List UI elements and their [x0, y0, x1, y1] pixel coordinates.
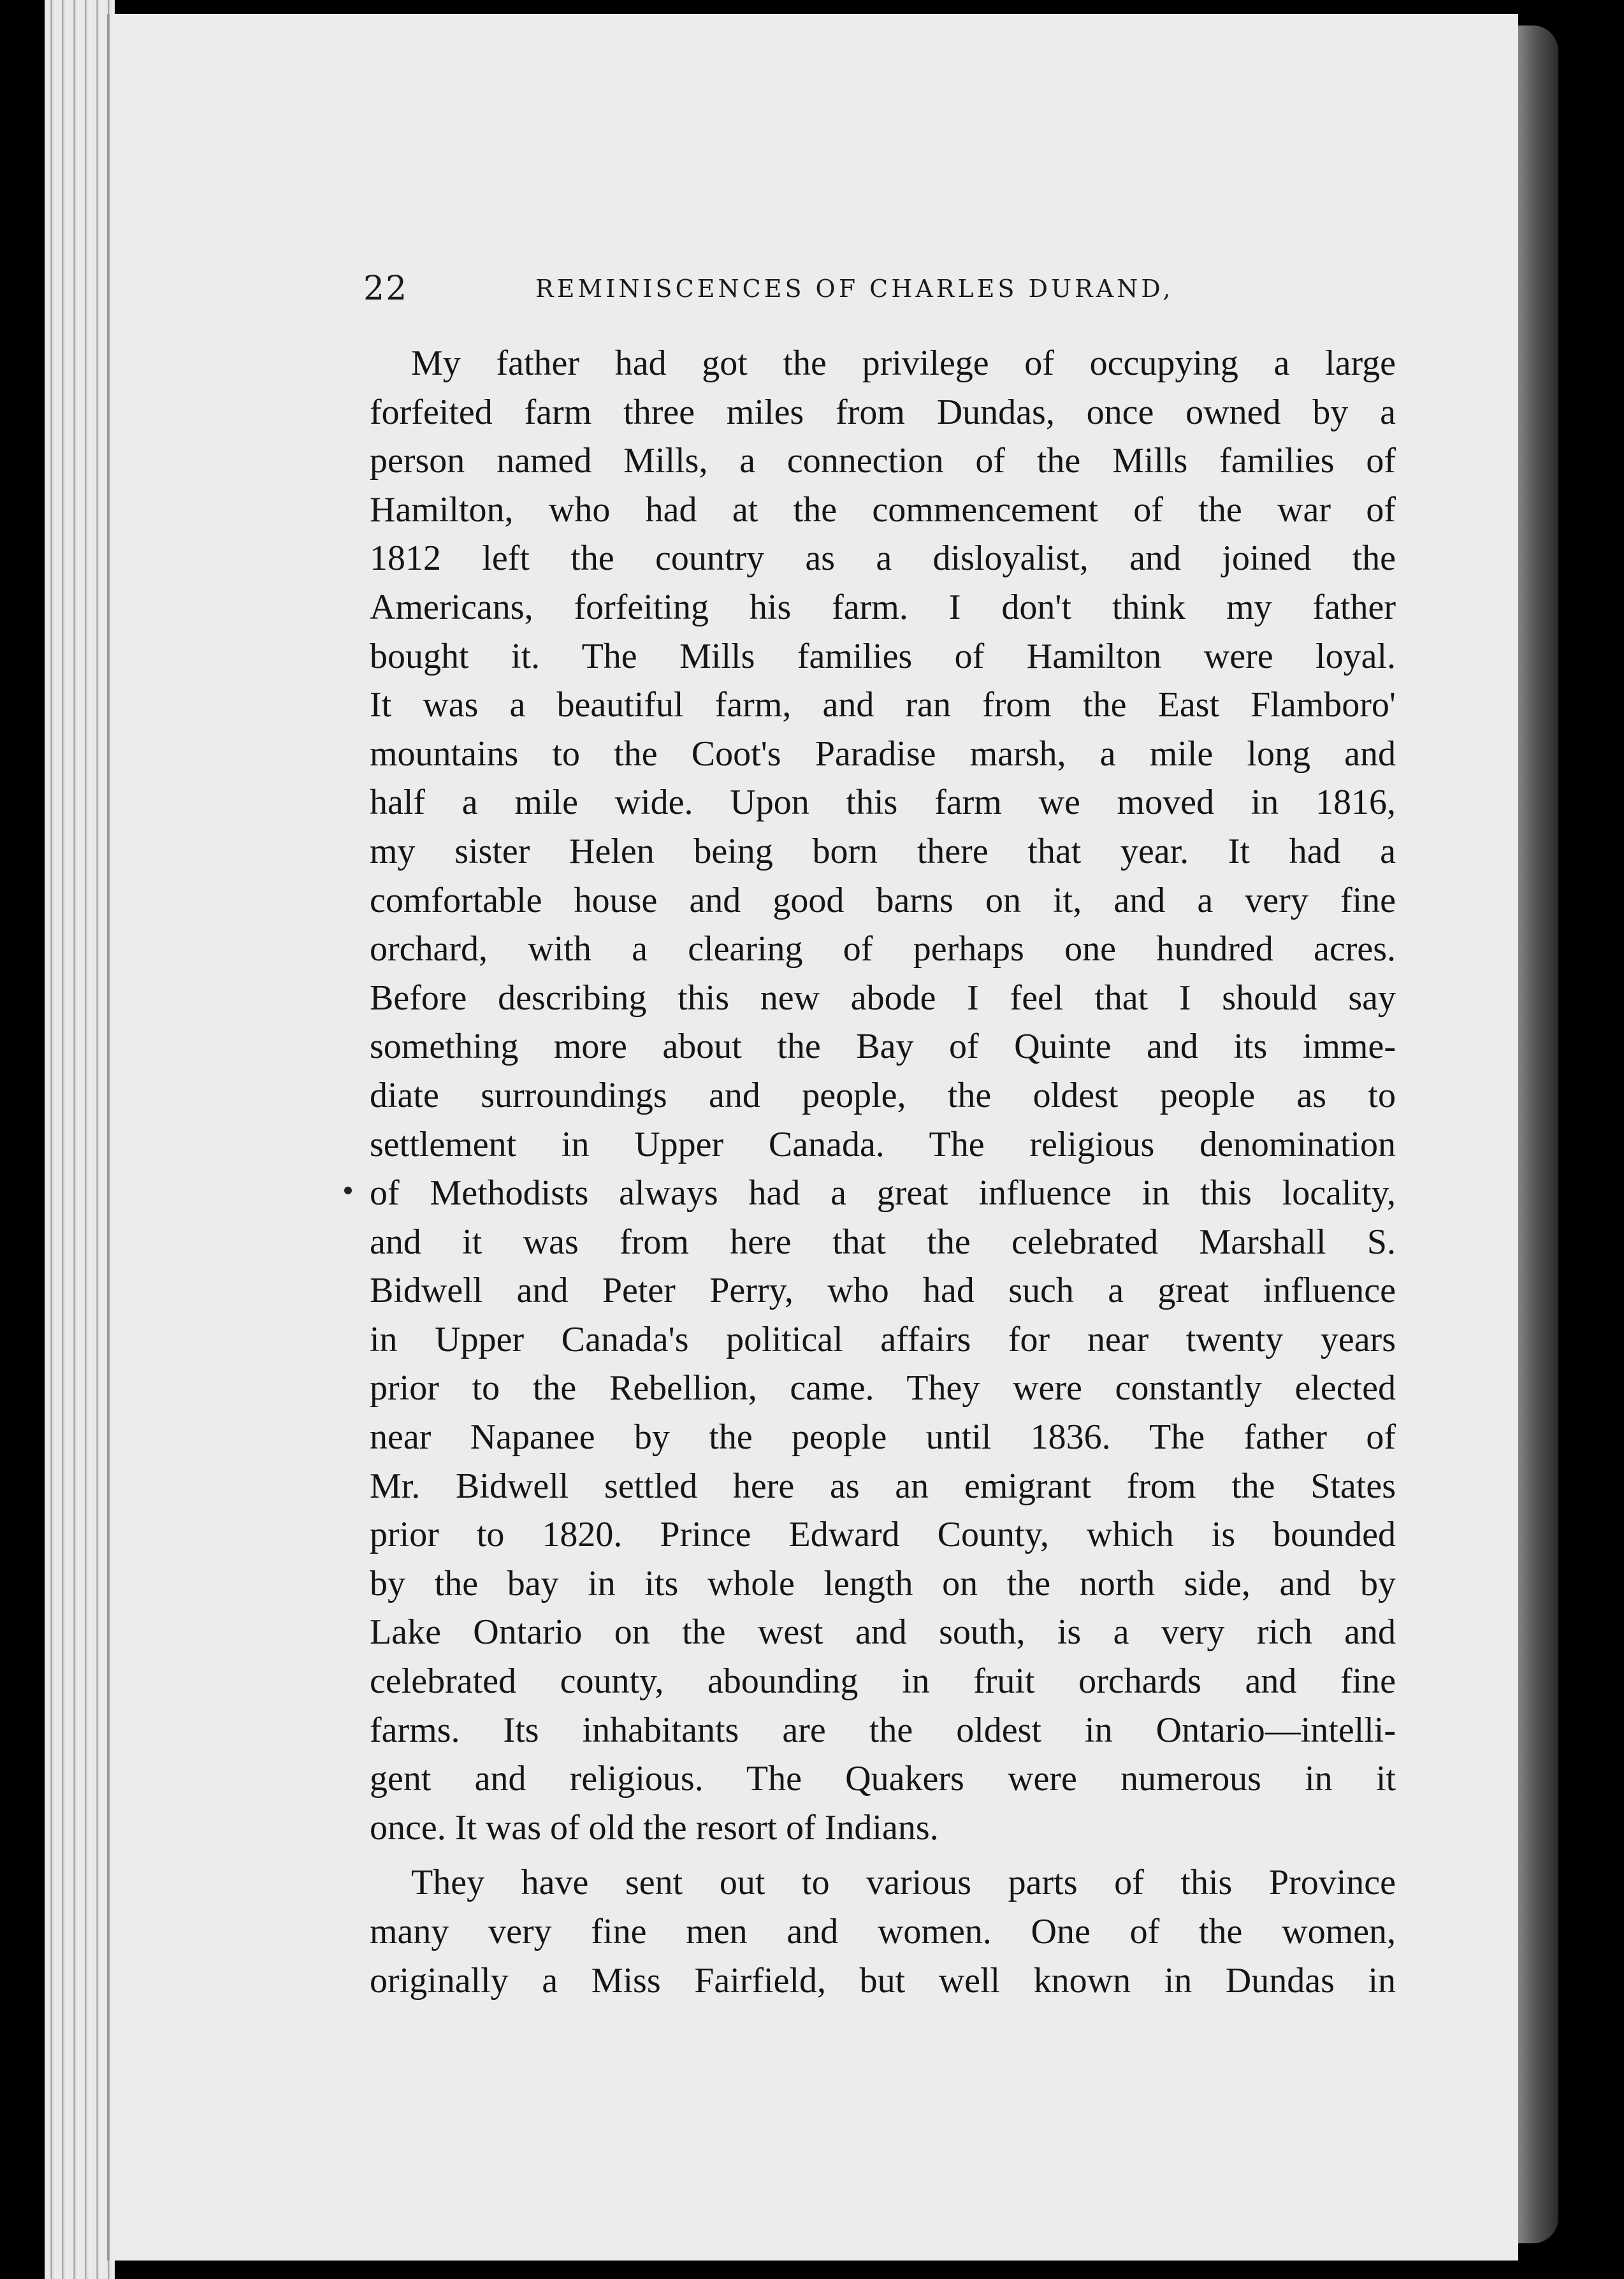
text-line: celebrated county, abounding in fruit orchards and fine [370, 1661, 1396, 1702]
text-line: It was a beautiful farm, and ran from the East Flamboro' [370, 685, 1396, 725]
text-line: mountains to the Coot's Paradise marsh, a mile long and [370, 734, 1396, 774]
text-line: Hamilton, who had at the commencement of the war of [370, 489, 1396, 530]
text-line: prior to 1820. Prince Edward County, which is bounded [370, 1515, 1396, 1555]
text-line: near Napanee by the people until 1836. The father of [370, 1417, 1396, 1458]
paragraph [370, 339, 1396, 1852]
text-line: of Methodists always had a great influence in this locality, [370, 1173, 1396, 1213]
text-line: orchard, with a clearing of perhaps one hundred acres. [370, 929, 1396, 969]
text-line: settlement in Upper Canada. The religious denomination [370, 1124, 1396, 1164]
text-line: forfeited farm three miles from Dundas, once owned by a [370, 392, 1396, 432]
text-line: My father had got the privilege of occupying a large [411, 344, 1396, 383]
body-text [370, 339, 1396, 2005]
text-line: gent and religious. The Quakers were numerous in it [370, 1759, 1396, 1799]
text-line: comfortable house and good barns on it, and a very fine [370, 880, 1396, 920]
page-edges [45, 0, 115, 2279]
text-line: Lake Ontario on the west and south, is a very rich and [370, 1612, 1396, 1653]
text-line: something more about the Bay of Quinte and its imme- [370, 1027, 1396, 1067]
paragraph-gap [370, 1852, 1396, 1858]
margin-mark [344, 1187, 352, 1194]
text-line: my sister Helen being born there that year. It had a [370, 831, 1396, 871]
text-line: once. It was of old the resort of Indians. [370, 1807, 939, 1848]
text-line: farms. Its inhabitants are the oldest in Ontario—intelli- [370, 1710, 1396, 1750]
text-line: bought it. The Mills families of Hamilton were loyal. [370, 636, 1396, 676]
text-line: half a mile wide. Upon this farm we moved in 1816, [370, 783, 1396, 823]
text-line: Mr. Bidwell settled here as an emigrant from the States [370, 1466, 1396, 1506]
text-line: originally a Miss Fairfield, but well known in Dundas in [370, 1960, 1396, 2000]
text-line: 1812 left the country as a disloyalist, and joined the [370, 539, 1396, 579]
text-line: Bidwell and Peter Perry, who had such a great influence [370, 1271, 1396, 1311]
text-line: diate surroundings and people, the oldest people as to [370, 1075, 1396, 1115]
page-header [363, 266, 1268, 311]
text-line: many very fine men and women. One of the women, [370, 1912, 1396, 1951]
text-line: by the bay in its whole length on the north side, and by [370, 1563, 1396, 1603]
text-line: Americans, forfeiting his farm. I don't think my father [370, 587, 1396, 627]
text-line: in Upper Canada's political affairs for near twenty years [370, 1319, 1396, 1359]
text-line: Before describing this new abode I feel that I should say [370, 978, 1396, 1018]
running-head: REMINISCENCES OF CHARLES DURAND, [535, 275, 1174, 303]
page-number: 22 [363, 270, 409, 308]
text-line: and it was from here that the celebrated Marshall S. [370, 1222, 1396, 1262]
text-line: prior to the Rebellion, came. They were constantly elected [370, 1368, 1396, 1408]
paragraph [370, 1858, 1396, 2005]
text-line: person named Mills, a connection of the Mills families of [370, 441, 1396, 481]
text-line: They have sent out to various parts of this Province [411, 1863, 1396, 1903]
